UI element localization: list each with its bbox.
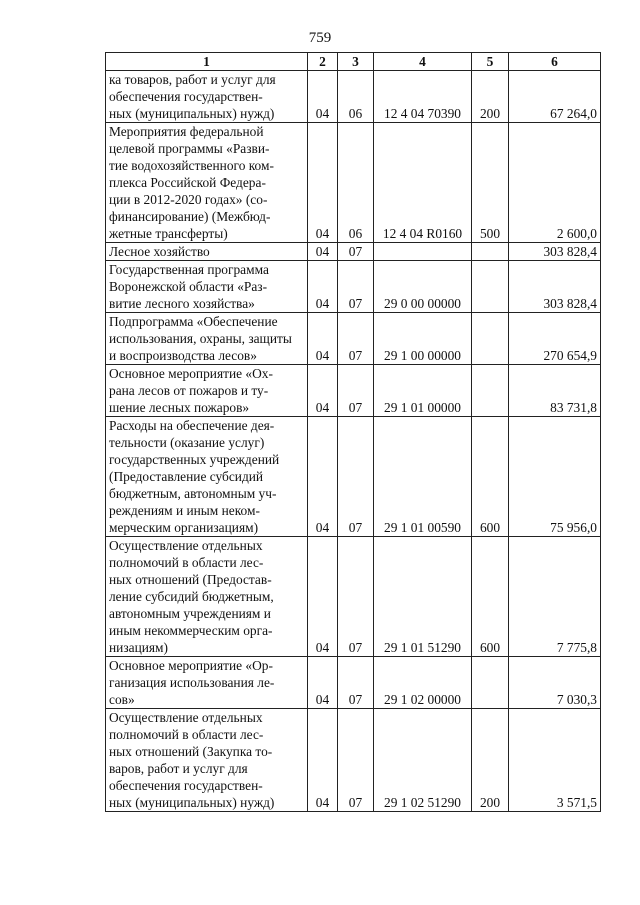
row-name-line: Основное мероприятие «Ор- [109,658,273,673]
row-subsection-cell: 06 [338,123,374,243]
row-subsection-cell: 07 [338,417,374,537]
row-target-cell: 12 4 04 R0160 [374,123,472,243]
row-subsection-cell: 07 [338,313,374,365]
row-name-line: ных (муниципальных) нужд) [109,106,275,121]
row-target-cell [374,243,472,261]
table-row [106,313,601,365]
row-type-cell [472,261,509,313]
row-target-cell: 29 1 01 00590 [374,417,472,537]
row-section-cell: 04 [308,365,338,417]
row-subsection-cell: 07 [338,537,374,657]
row-name-line: витие лесного хозяйства» [109,296,255,311]
row-name-line: Осуществление отдельных [109,710,263,725]
row-amount-cell: 83 731,8 [509,365,601,417]
row-name-line: варов, работ и услуг для [109,761,248,776]
row-name-line: Расходы на обеспечение дея- [109,418,275,433]
row-section-cell: 04 [308,313,338,365]
row-name-line: обеспечения государствен- [109,778,263,793]
row-subsection-cell: 07 [338,261,374,313]
row-amount-cell: 7 775,8 [509,537,601,657]
row-name-line: Основное мероприятие «Ох- [109,366,273,381]
row-name-line: финансирование) (Межбюд- [109,209,271,224]
row-subsection-cell: 07 [338,709,374,812]
row-name-cell [106,537,308,657]
row-name-line: сов» [109,692,135,707]
row-name-line: ление субсидий бюджетным, [109,589,274,604]
table-row [106,417,601,537]
row-type-cell: 600 [472,537,509,657]
row-name-line: шение лесных пожаров» [109,400,250,415]
row-name-cell [106,313,308,365]
row-amount-cell: 7 030,3 [509,657,601,709]
row-type-cell: 500 [472,123,509,243]
row-amount-cell: 303 828,4 [509,261,601,313]
table-body [106,71,601,812]
row-type-cell: 600 [472,417,509,537]
row-name-line: Воронежской области «Раз- [109,279,268,294]
row-name-line: полномочий в области лес- [109,727,264,742]
row-section-cell: 04 [308,537,338,657]
row-target-cell: 29 1 01 00000 [374,365,472,417]
row-section-cell: 04 [308,657,338,709]
row-amount-cell: 303 828,4 [509,243,601,261]
row-name-line: бюджетным, автономным уч- [109,486,277,501]
row-type-cell [472,243,509,261]
row-target-cell: 29 1 02 00000 [374,657,472,709]
row-name-line: плекса Российской Федера- [109,175,266,190]
table-row [106,709,601,812]
row-type-cell [472,657,509,709]
row-name-line: Подпрограмма «Обеспечение [109,314,278,329]
row-type-cell: 200 [472,71,509,123]
row-subsection-cell: 06 [338,71,374,123]
row-subsection-cell: 07 [338,365,374,417]
budget-table [105,52,601,812]
row-section-cell: 04 [308,261,338,313]
row-name-line: мерческим организациям) [109,520,259,535]
row-type-cell [472,365,509,417]
row-name-line: обеспечения государствен- [109,89,263,104]
row-name-line: реждениям и иным неком- [109,503,260,518]
row-name-cell [106,417,308,537]
row-section-cell: 04 [308,243,338,261]
row-name-line: Лесное хозяйство [109,244,210,259]
row-amount-cell: 75 956,0 [509,417,601,537]
row-name-line: иным некоммерческим орга- [109,623,273,638]
row-section-cell: 04 [308,417,338,537]
table-row [106,71,601,123]
table-row [106,261,601,313]
row-amount-cell: 270 654,9 [509,313,601,365]
table-row [106,365,601,417]
row-section-cell: 04 [308,71,338,123]
row-name-line: ганизация использования ле- [109,675,275,690]
table-row [106,243,601,261]
row-subsection-cell: 07 [338,243,374,261]
header-col-6: 6 [509,53,601,71]
row-name-line: ции в 2012-2020 годах» (со- [109,192,268,207]
row-name-line: тие водохозяйственного ком- [109,158,274,173]
row-name-line: Мероприятия федеральной [109,124,264,139]
row-name-line: рана лесов от пожаров и ту- [109,383,269,398]
row-target-cell: 29 1 02 51290 [374,709,472,812]
header-col-3: 3 [338,53,374,71]
row-amount-cell: 3 571,5 [509,709,601,812]
table-row [106,657,601,709]
row-name-cell [106,123,308,243]
row-name-line: ка товаров, работ и услуг для [109,72,276,87]
row-amount-cell: 67 264,0 [509,71,601,123]
row-name-line: тельности (оказание услуг) [109,435,265,450]
row-name-line: (Предоставление субсидий [109,469,264,484]
row-name-line: ных (муниципальных) нужд) [109,795,275,810]
row-target-cell: 29 1 00 00000 [374,313,472,365]
header-col-1: 1 [106,53,308,71]
row-name-line: государственных учреждений [109,452,280,467]
row-type-cell [472,313,509,365]
row-target-cell: 12 4 04 70390 [374,71,472,123]
row-amount-cell: 2 600,0 [509,123,601,243]
row-name-cell [106,365,308,417]
header-col-4: 4 [374,53,472,71]
row-name-line: ных отношений (Предостав- [109,572,272,587]
row-name-line: полномочий в области лес- [109,555,264,570]
row-name-line: ных отношений (Закупка то- [109,744,273,759]
table-header-row [106,53,601,71]
row-section-cell: 04 [308,709,338,812]
header-col-2: 2 [308,53,338,71]
header-col-5: 5 [472,53,509,71]
row-name-cell [106,243,308,261]
row-target-cell: 29 0 00 00000 [374,261,472,313]
row-name-cell [106,709,308,812]
row-name-cell [106,71,308,123]
row-section-cell: 04 [308,123,338,243]
row-name-cell [106,657,308,709]
row-name-cell [106,261,308,313]
row-name-line: использования, охраны, защиты [109,331,292,346]
row-name-line: и воспроизводства лесов» [109,348,257,363]
row-name-line: целевой программы «Разви- [109,141,270,156]
row-name-line: Государственная программа [109,262,269,277]
row-target-cell: 29 1 01 51290 [374,537,472,657]
row-type-cell: 200 [472,709,509,812]
row-name-line: Осуществление отдельных [109,538,263,553]
table-row [106,123,601,243]
table-row [106,537,601,657]
page-number: 759 [308,30,332,46]
row-name-line: жетные трансферты) [109,226,228,241]
row-name-line: автономным учреждениям и [109,606,271,621]
row-name-line: низациям) [109,640,168,655]
row-subsection-cell: 07 [338,657,374,709]
